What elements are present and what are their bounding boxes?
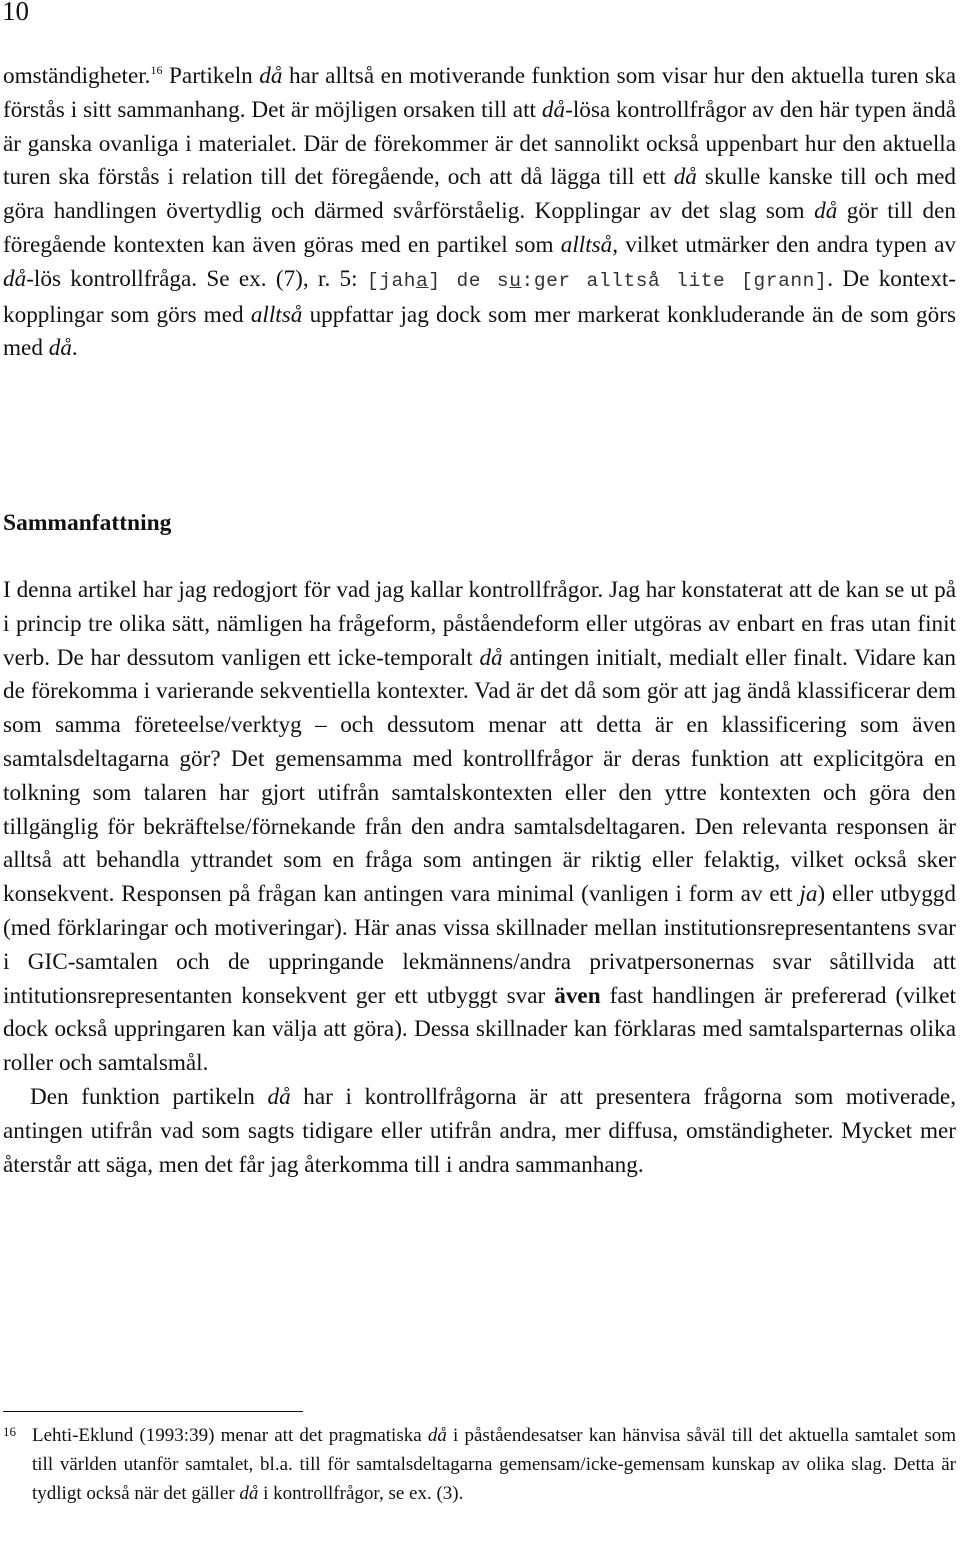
text-run: har i kontrollfrågorna är att presentera frågorna som motiverade, antingen utifrån vad som sagts tidigare eller utifrån andra, mer diffusa, omständigheter. Mycket mer återstår att säga, men det får jag återkomma till i andra sammanhang. <box>3 1083 956 1178</box>
text-run: fast handlingen är prefererad (vilket dock också uppringaren kan välja att göra). Dessa skillnader kan förklaras med samtalsparternas olika roller och samtalsmål. <box>3 982 956 1077</box>
text-run: , vilket utmärker den andra typen av <box>612 231 956 258</box>
text-run: -lös kontrollfråga. Se ex. (7), r. 5: <box>26 265 367 292</box>
italic-term: då <box>673 164 697 191</box>
section-heading: Sammanfattning <box>3 510 172 536</box>
text-run: gör till den föregående kontexten kan även göras med en partikel som <box>3 198 956 258</box>
italic-term: alltså <box>250 301 303 328</box>
text-run: uppfattar jag dock som mer markerat konkluderande än de som görs med <box>3 301 956 362</box>
footnote-number: 16 <box>3 1424 16 1439</box>
italic-term: då <box>427 1425 447 1446</box>
text-run: Lehti-Eklund (1993:39) menar att det pragmatiska <box>32 1425 428 1446</box>
text-run: i påståendesatser kan hänvisa såväl till det aktuella samtalet som till världen utanför samtalet, bl.a. till för samtalsdeltagarna gemensam/icke-gemensam kunskap av olika slag. Detta är tydligt också när det gäller <box>32 1425 956 1504</box>
text-run: . <box>71 335 78 362</box>
text-run: Den funktion partikeln <box>30 1083 268 1110</box>
transcript-part: ] de s <box>428 269 510 292</box>
page-number: 10 <box>2 0 29 26</box>
text-run: antingen initialt, medialt eller finalt. Vidare kan de förekomma i varierande sekventiella kontexter. Vad är det då som gör att jag ändå klassificerar dem som samma företeelse/verktyg – och dessutom menar att detta är en klassificering som även samtalsdeltagarna gör? Det gemensamma med kontrollfrågor är deras funktion att explicitgöra en tolkning som talaren har gjort utifrån samtalskontexten eller den yttre kontexten och göra den tillgänglig för bekräftelse/förnekande från den andra samtalsdeltagaren. Den relevanta responsen är alltså att behandla yttrandet som en fråga som antingen är riktig eller felaktig, vilket också sker konsekvent. Responsen på frågan kan antingen vara minimal (vanligen i form av ett <box>3 644 956 908</box>
italic-term: alltså <box>560 231 613 258</box>
transcript-part: :ger alltså lite [grann] <box>521 269 828 292</box>
text-run: har alltså en motiverande funktion som visar hur den aktuella turen ska förstås i sitt sammanhang. Det är möjligen orsaken till att <box>3 63 956 123</box>
italic-term: då <box>48 335 72 362</box>
transcript-stress: a <box>416 269 429 292</box>
italic-term: ja <box>799 881 818 908</box>
italic-term: då <box>239 1483 259 1504</box>
italic-term: då <box>479 644 503 671</box>
transcript-excerpt <box>367 270 827 292</box>
footnote-reference[interactable]: 16 <box>150 63 163 77</box>
text-run: -lösa kontrollfrågor av den här typen ändå är ganska ovanliga i materialet. Där de förekommer är det sannolikt också uppenbart hur den aktuella turen ska förstås i relation till det föregående, och att då lägga till ett <box>3 96 956 191</box>
transcript-stress: u <box>509 269 522 292</box>
text-run: . De kontextkopplingar som görs med <box>3 265 956 328</box>
text-run: I denna artikel har jag redogjort för vad jag kallar kontrollfrågor. Jag har konstaterat att de kan se ut på i princip tre olika sätt, nämligen ha frågeform, påståendeform eller utgöras av enbart en fras utan finit verb. De har dessutom vanligen ett icke-temporalt <box>3 577 956 671</box>
footnote-separator <box>3 1411 303 1412</box>
text-run: ) eller utbyggd (med förklaringar och motiveringar). Här anas vissa skillnader mellan institutionsrepresentantens svar i GIC-samtalen och de uppringande lekmännens/andra privatpersonernas svar såtillvida att intitutionsrepresentanten konsekvent ger ett utbyggt svar <box>3 881 956 1009</box>
italic-term: då <box>3 265 27 292</box>
italic-term: då <box>541 96 566 123</box>
body-paragraph-2 <box>3 574 956 1182</box>
text-run: i kontrollfrågor, se ex. (3). <box>258 1483 464 1504</box>
italic-term: då <box>259 63 283 89</box>
transcript-part: [jah <box>366 269 417 292</box>
italic-term: då <box>267 1083 291 1110</box>
footnote <box>3 1421 956 1508</box>
footnote-text <box>32 1421 956 1508</box>
text-run: skulle kanske till och med göra handlingen övertydlig och därmed svårförståelig. Kopplingar av det slag som <box>3 164 956 225</box>
text-run: omständigheter. <box>3 63 151 89</box>
bold-term: även <box>554 982 601 1009</box>
italic-term: då <box>814 198 838 225</box>
body-paragraph-1 <box>3 60 956 366</box>
text-run: Partikeln <box>162 63 260 89</box>
